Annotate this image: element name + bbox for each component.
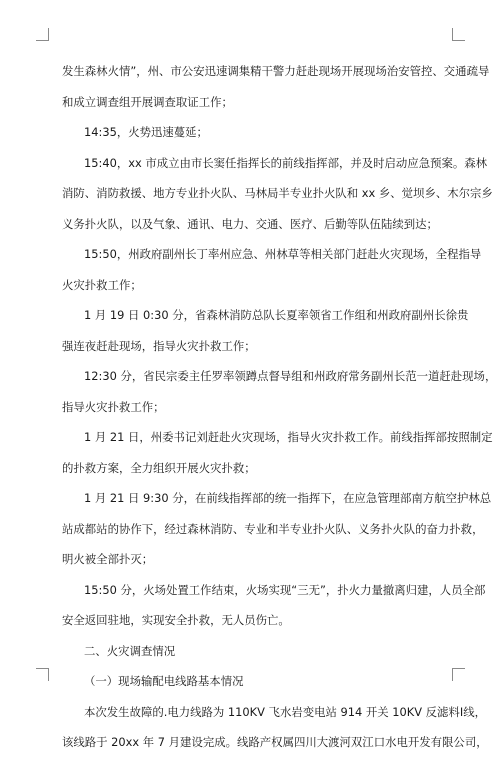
text-line: 明火被全部扑灭； — [62, 552, 154, 566]
text-line: 发生森林火情”，州、市公安迅速调集精干警力赶赴现场开展现场治安管控、交通疏导 — [62, 64, 490, 78]
crop-mark-top-right — [452, 28, 465, 41]
text-line: 1 月 21 日 9:30 分，在前线指挥部的统一指挥下，在应急管理部南方航空护林总 — [84, 491, 492, 505]
text-line: （一）现场输配电线路基本情况 — [84, 674, 244, 688]
text-line: 14:35，火势迅速蔓延； — [84, 125, 208, 139]
crop-mark-bottom-left — [36, 668, 49, 681]
text-line: 安全返回驻地，实现安全扑救，无人员伤亡。 — [62, 613, 290, 627]
text-line: 15:50，州政府副州长丁率州应急、州林草等相关部门赶赴火灾现场，全程指导 — [84, 247, 482, 261]
text-line: 和成立调查组开展调查取证工作； — [62, 94, 233, 109]
text-line: 本次发生故障的.电力线路为 110KV 飞水岩变电站 914 开关 10KV 反滤料Ⅰ线， — [84, 704, 486, 719]
text-line: 火灾扑救工作； — [62, 277, 142, 292]
text-line: 1 月 21 日，州委书记刘赶赴火灾现场，指导火灾扑救工作。前线指挥部按照制定 — [84, 430, 493, 444]
text-line: 二、火灾调查情况 — [84, 643, 176, 658]
text-line: 1 月 19 日 0:30 分，省森林消防总队长夏率领省工作组和州政府副州长徐贵 — [84, 308, 469, 322]
text-line: 消防、消防救援、地方专业扑火队、马林局半专业扑火队和 xx 乡、觉坝乡、木尔宗乡 — [62, 186, 493, 200]
text-line: 15:40，xx 市成立由市长窦任指挥长的前线指挥部，并及时启动应急预案。森林 — [84, 155, 488, 170]
document-body — [62, 56, 497, 758]
text-line: 指导火灾扑救工作； — [62, 399, 165, 414]
text-line: 义务扑火队，以及气象、通讯、电力、交通、医疗、后勤等队伍陆续到达； — [62, 216, 438, 231]
crop-mark-bottom-right — [452, 668, 465, 681]
crop-mark-top-left — [36, 28, 49, 41]
text-line: 站成都站的协作下，经过森林消防、专业和半专业扑火队、义务扑火队的奋力扑救， — [62, 521, 484, 536]
text-line: 12:30 分，省民宗委主任罗率领蹲点督导组和州政府常务副州长范一道赶赴现场， — [84, 369, 497, 383]
text-line: 的扑救方案，全力组织开展火灾扑救； — [62, 460, 256, 475]
text-line: 15:50 分，火场处置工作结束，火场实现“三无”，扑火力量撤离归建，人员全部 — [84, 582, 486, 597]
text-line: 该线路于 20xx 年 7 月建设完成。线路产权属四川大渡河双江口水电开发有限公司， — [62, 735, 488, 749]
text-line: 强连夜赶赴现场，指导火灾扑救工作； — [62, 338, 256, 353]
